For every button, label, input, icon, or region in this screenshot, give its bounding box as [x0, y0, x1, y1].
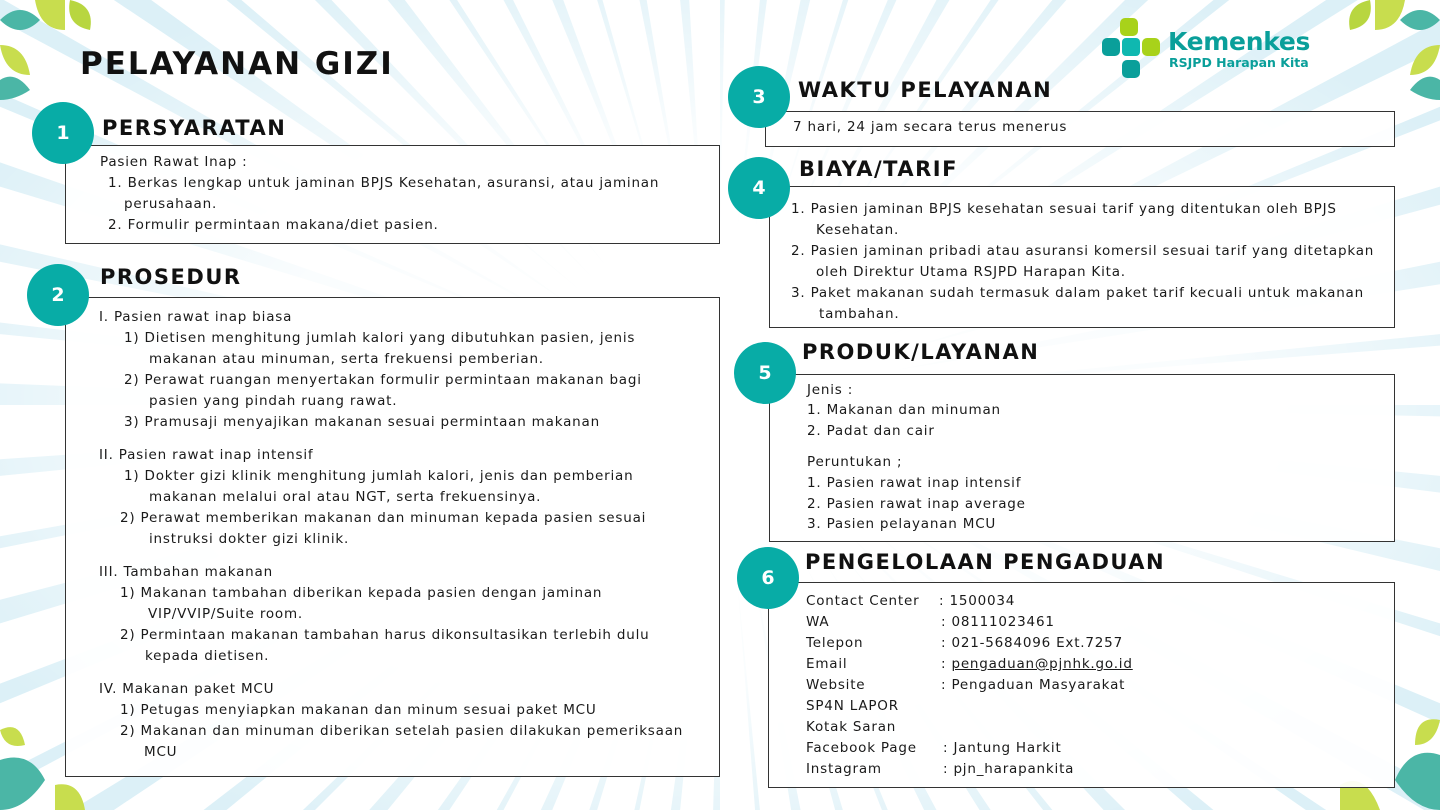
contact-value: : pjn_harapankita — [943, 761, 1075, 777]
prosedur-line: pasien yang pindah ruang rawat. — [149, 393, 398, 409]
prosedur-line: makanan melalui oral atau NGT, serta frekuensinya. — [149, 489, 542, 505]
prosedur-line: III. Tambahan makanan — [99, 564, 273, 580]
email-prefix: : — [941, 656, 952, 672]
produk-peruntukan-item: 2. Pasien rawat inap average — [807, 496, 1026, 512]
produk-peruntukan-item: 1. Pasien rawat inap intensif — [807, 475, 1022, 491]
produk-jenis-item: 2. Padat dan cair — [807, 423, 935, 439]
logo-brand: Kemenkes — [1168, 27, 1311, 56]
prosedur-line: instruksi dokter gizi klinik. — [149, 531, 350, 547]
email-link[interactable]: pengaduan@pjnhk.go.id — [951, 656, 1133, 672]
contact-value — [941, 656, 1133, 673]
prosedur-line: VIP/VVIP/Suite room. — [148, 606, 304, 622]
biaya-box — [769, 186, 1395, 328]
contact-label: SP4N LAPOR — [806, 698, 899, 714]
biaya-line: Kesehatan. — [816, 222, 900, 238]
biaya-line: 1. Pasien jaminan BPJS kesehatan sesuai tarif yang ditentukan oleh BPJS — [791, 201, 1337, 217]
contact-value: : 021-5684096 Ext.7257 — [941, 635, 1123, 651]
prosedur-line: 1) Makanan tambahan diberikan kepada pasien dengan jaminan — [120, 585, 603, 601]
prosedur-line: I. Pasien rawat inap biasa — [99, 309, 293, 325]
section-title-persyaratan: PERSYARATAN — [102, 116, 287, 140]
prosedur-line: MCU — [144, 744, 178, 760]
logo-subtitle: RSJPD Harapan Kita — [1169, 55, 1309, 70]
biaya-line: 2. Pasien jaminan pribadi atau asuransi komersil sesuai tarif yang ditetapkan — [791, 243, 1375, 259]
section-title-prosedur: PROSEDUR — [100, 265, 242, 289]
biaya-line: 3. Paket makanan sudah termasuk dalam paket tarif kecuali untuk makanan — [791, 285, 1364, 301]
persyaratan-intro: Pasien Rawat Inap : — [100, 154, 248, 170]
waktu-text: 7 hari, 24 jam secara terus menerus — [793, 119, 1068, 135]
contact-label: WA — [806, 614, 830, 630]
corner-decoration-top-right — [1340, 0, 1440, 100]
section-title-waktu: WAKTU PELAYANAN — [798, 78, 1053, 102]
persyaratan-box — [65, 145, 720, 244]
prosedur-line: 2) Permintaan makanan tambahan harus dikonsultasikan terlebih dulu — [120, 627, 650, 643]
prosedur-line: kepada dietisen. — [145, 648, 270, 664]
section-number-badge: 1 — [32, 102, 94, 164]
contact-label: Website — [806, 677, 866, 693]
contact-label: Facebook Page — [806, 740, 917, 756]
contact-value: : 08111023461 — [941, 614, 1055, 630]
pengaduan-box — [768, 582, 1395, 788]
prosedur-box — [65, 297, 720, 777]
produk-peruntukan-label: Peruntukan ; — [807, 454, 903, 470]
prosedur-line: 1) Dietisen menghitung jumlah kalori yang dibutuhkan pasien, jenis — [124, 330, 636, 346]
persyaratan-item: 2. Formulir permintaan makana/diet pasien. — [108, 217, 439, 233]
section-number-badge: 4 — [728, 157, 790, 219]
prosedur-line: 2) Perawat ruangan menyertakan formulir permintaan makanan bagi — [124, 372, 642, 388]
biaya-line: oleh Direktur Utama RSJPD Harapan Kita. — [816, 264, 1126, 280]
prosedur-line: 3) Pramusaji menyajikan makanan sesuai permintaan makanan — [124, 414, 600, 430]
section-title-biaya: BIAYA/TARIF — [799, 157, 958, 181]
section-number-badge: 3 — [728, 66, 790, 128]
persyaratan-item: 1. Berkas lengkap untuk jaminan BPJS Kesehatan, asuransi, atau jaminan — [108, 175, 660, 191]
contact-value: : 1500034 — [939, 593, 1016, 609]
section-number-badge: 6 — [737, 547, 799, 609]
prosedur-line: IV. Makanan paket MCU — [99, 681, 275, 697]
prosedur-line: 1) Petugas menyiapkan makanan dan minum sesuai paket MCU — [120, 702, 597, 718]
produk-jenis-label: Jenis : — [807, 382, 854, 398]
prosedur-line: makanan atau minuman, serta frekuensi pemberian. — [149, 351, 544, 367]
contact-label: Kotak Saran — [806, 719, 897, 735]
biaya-line: tambahan. — [819, 306, 900, 322]
contact-label: Telepon — [806, 635, 864, 651]
section-number-badge: 2 — [27, 264, 89, 326]
contact-label: Instagram — [806, 761, 882, 777]
produk-peruntukan-item: 3. Pasien pelayanan MCU — [807, 516, 997, 532]
section-title-produk: PRODUK/LAYANAN — [802, 340, 1040, 364]
page-title: PELAYANAN GIZI — [80, 46, 394, 82]
prosedur-line: II. Pasien rawat inap intensif — [99, 447, 314, 463]
waktu-box — [765, 111, 1395, 147]
contact-label: Contact Center — [806, 593, 920, 609]
contact-value: : Pengaduan Masyarakat — [941, 677, 1126, 693]
kemenkes-logo-icon — [1100, 16, 1164, 82]
section-title-pengaduan: PENGELOLAAN PENGADUAN — [805, 550, 1166, 574]
contact-label: Email — [806, 656, 848, 672]
persyaratan-item: perusahaan. — [124, 196, 218, 212]
prosedur-line: 1) Dokter gizi klinik menghitung jumlah kalori, jenis dan pemberian — [124, 468, 634, 484]
prosedur-line: 2) Makanan dan minuman diberikan setelah pasien dilakukan pemeriksaan — [120, 723, 684, 739]
produk-jenis-item: 1. Makanan dan minuman — [807, 402, 1001, 418]
contact-value: : Jantung Harkit — [943, 740, 1062, 756]
produk-box — [769, 374, 1395, 542]
prosedur-line: 2) Perawat memberikan makanan dan minuman kepada pasien sesuai — [120, 510, 647, 526]
section-number-badge: 5 — [734, 342, 796, 404]
